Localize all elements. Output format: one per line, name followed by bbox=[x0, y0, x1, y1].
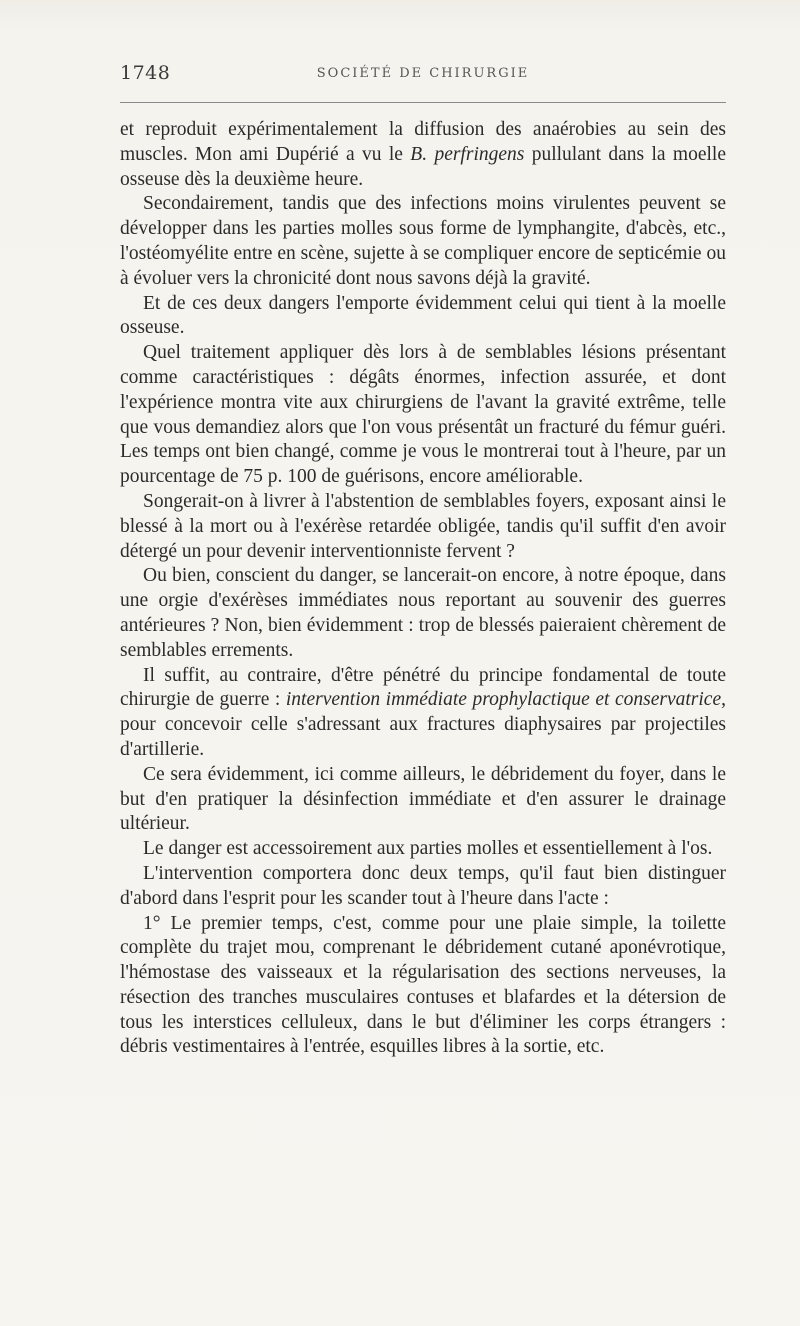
paragraph-8: Ce sera évidemment, ici comme ailleurs, le débridement du foyer, dans le but d'en pratiquer la désinfection immédiate et d'en assurer le drainage ultérieur. bbox=[120, 763, 726, 835]
paragraph-7-text-end: , pour concevoir celle s'adressant aux fractures diaphysaires par projectiles d'artillerie. bbox=[120, 689, 726, 760]
paragraph-1 bbox=[120, 118, 726, 192]
paragraph-9: Le danger est accessoirement aux parties molles et essentiellement à l'os. bbox=[143, 838, 713, 860]
paragraph-1-italic: B. perfringens bbox=[410, 143, 525, 165]
page-header bbox=[120, 62, 726, 92]
paragraph-3: Et de ces deux dangers l'emporte évidemment celui qui tient à la moelle osseuse. bbox=[120, 292, 726, 339]
paragraph-4: Quel traitement appliquer dès lors à de semblables lésions présentant comme caractéristiques : dégâts énormes, infection assurée, et dont l'expérience montra vite aux chirurgiens de l'avant la gravité extrême, telle que vous demandiez alors que l'on vous présentât un fracturé du fémur guéri. Les temps ont bien changé, comme je vous le montrerai tout à l'heure, par un pourcentage de 75 p. 100 de guérisons, encore améliorable. bbox=[120, 342, 726, 488]
paragraph-7-italic: intervention immédiate prophylactique et conservatrice bbox=[285, 689, 722, 711]
running-head: SOCIÉTÉ DE CHIRURGIE bbox=[316, 66, 530, 81]
header-rule bbox=[120, 102, 726, 103]
paragraph-7-text: Il suffit, au contraire, d'être pénétré du principe fondamental de toute chirurgie de guerre : bbox=[120, 664, 726, 711]
paragraph-6: Ou bien, conscient du danger, se lancerait-on encore, à notre époque, dans une orgie d'exérèses immédiates nous reportant au souvenir des guerres antérieures ? Non, bien évidemment : trop de blessés paieraient chèrement de semblables errements. bbox=[120, 565, 726, 661]
paragraph-1-text: et reproduit expérimentalement la diffusion des anaérobies au sein des muscles. Mon ami Dupérié a vu le bbox=[120, 119, 726, 165]
body-text bbox=[120, 118, 726, 1060]
paragraph-11: 1° Le premier temps, c'est, comme pour une plaie simple, la toilette complète du trajet mou, comprenant le débridement cutané aponévrotique, l'hémostase des vaisseaux et la régularisation des sections nerveuses, la résection des tranches musculaires contuses et blafardes et la détersion de tous les interstices celluleux, dans le but d'éliminer les corps étrangers : débris vestimentaires à l'entrée, esquilles libres à la sortie, etc. bbox=[120, 912, 726, 1058]
paragraph-7 bbox=[120, 664, 726, 763]
paragraph-5: Songerait-on à livrer à l'abstention de semblables foyers, exposant ainsi le blessé à la mort ou à l'exérèse retardée obligée, tandis qu'il suffit d'en avoir détergé un pour devenir interventionniste fervent ? bbox=[120, 490, 726, 562]
paragraph-1-text-end: pullulant dans la moelle osseuse dès la deuxième heure. bbox=[120, 143, 726, 190]
paragraph-2: Secondairement, tandis que des infections moins virulentes peuvent se développer dans les parties molles sous forme de lymphangite, d'abcès, etc., l'ostéomyélite entre en scène, sujette à se compliquer encore de septicémie ou à évoluer vers la chronicité dont nous savons déjà la gravité. bbox=[120, 193, 726, 289]
paragraph-10: L'intervention comportera donc deux temps, qu'il faut bien distinguer d'abord dans l'esprit pour les scander tout à l'heure dans l'acte : bbox=[120, 862, 726, 909]
page-number: 1748 bbox=[120, 62, 171, 84]
